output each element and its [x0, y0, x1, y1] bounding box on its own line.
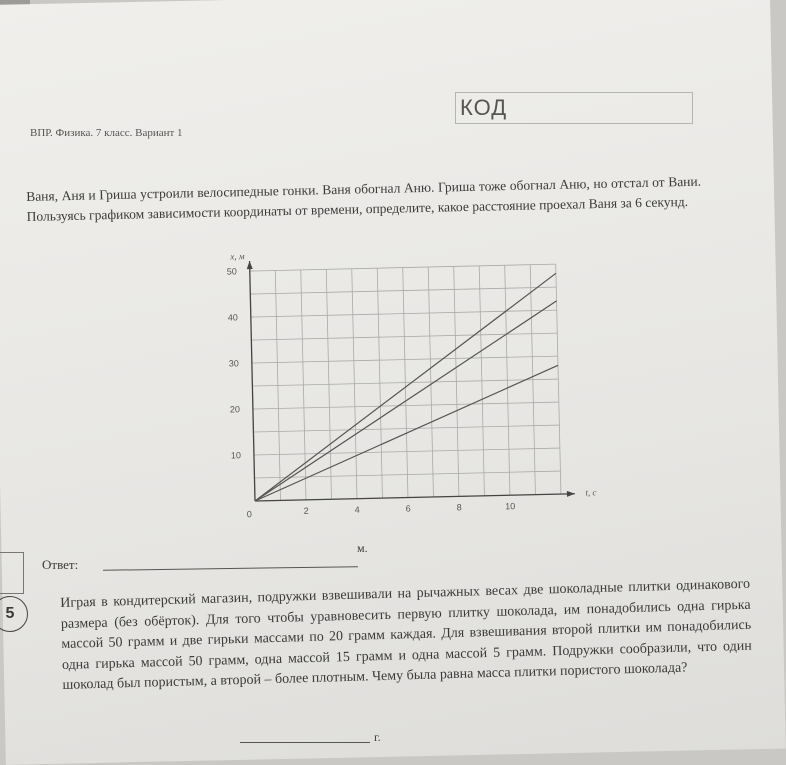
y-tick-label: 20: [229, 404, 241, 415]
answer-box: [0, 552, 24, 594]
y-tick-label: 40: [227, 312, 238, 323]
x-axis-arrow: [567, 491, 575, 497]
y-tick-label: 10: [230, 450, 242, 461]
x-tick-label: 2: [303, 505, 309, 516]
x-tick-label: 4: [354, 504, 360, 515]
task4-text: Ваня, Аня и Гриша устроили велосипедные гонки. Ваня обогнал Аню. Гриша тоже обогнал Аню, но отстал от Вани. Пользуясь графиком зависимости координаты от времени, определите, какое расстояние проехал Ваня за 6 секунд.: [26, 173, 702, 224]
coordinate-time-chart: [205, 245, 597, 525]
task-number-badge: 5: [0, 596, 28, 632]
x-axis-label: t, с: [585, 487, 597, 498]
answer-label: Ответ:: [42, 557, 79, 572]
chart-rotation-group: [226, 243, 596, 519]
x-tick-label: 10: [505, 501, 516, 512]
series-line-2: [251, 301, 561, 501]
y-axis-label: x, м: [230, 251, 245, 262]
series-line-1: [250, 273, 561, 501]
answer5-unit: г.: [374, 730, 381, 744]
x-tick-label: 8: [456, 502, 462, 513]
y-axis: [250, 261, 255, 501]
answer5-line[interactable]: [240, 742, 370, 743]
y-tick-label: 50: [226, 266, 237, 277]
answer-unit: м.: [357, 541, 368, 555]
x-tick-label: 6: [405, 503, 411, 514]
x-tick-label: 0: [246, 509, 252, 520]
task5-text: Играя в кондитерский магазин, подружки взвешивали на рычажных весах две шоколадные плитки одинакового размера (без обёрток). Для того чтобы уравновесить первую плитку шоколада, им понадобились одна гирька массой 50 грамм и две гирьки массами по 20 грамм каждая. Для взвешивания второй плитки им понадобились одна гирька массой 50 грамм, одна массой 15 грамм и одна массой 5 грамм. Подружки сообразили, что один шоколад был пористым, а второй – более плотным. Чему была равна масса плитки пористого шоколада?: [60, 576, 752, 693]
variant-header: ВПР. Физика. 7 класс. Вариант 1: [30, 127, 183, 139]
y-tick-label: 30: [228, 358, 239, 369]
x-axis: [255, 494, 575, 501]
y-axis-arrow: [247, 261, 253, 269]
kod-box: КОД: [455, 92, 693, 124]
chart-svg: [205, 245, 597, 525]
